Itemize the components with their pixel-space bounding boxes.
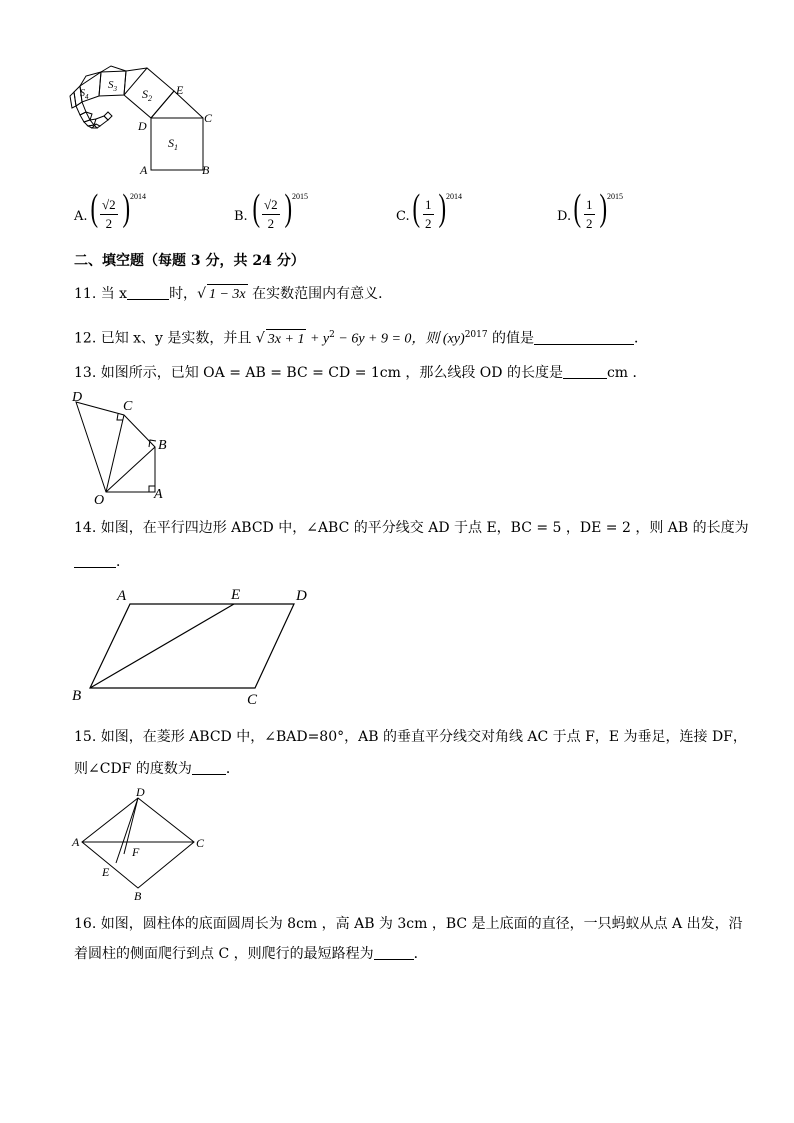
option-b[interactable]: B. ( $\frac{√2}{2}$ ) 2015: [234, 187, 308, 231]
q13-unit: cm ．: [606, 365, 647, 381]
q14-label-E: E: [231, 587, 241, 603]
question-14-line2: [74, 552, 130, 572]
q12-expr2: − 6y + 9 = 0，则 (xy): [334, 331, 465, 347]
q16-line2: 着圆柱的侧面爬行到点 C ，则爬行的最短路程为: [74, 946, 374, 962]
q13-label-O: O: [94, 493, 105, 508]
q15-answer-blank[interactable]: [192, 774, 226, 775]
question-14: [74, 518, 749, 538]
question-13: [74, 363, 647, 383]
option-b-den: 2: [267, 216, 275, 231]
option-b-exp: 2015: [292, 192, 308, 201]
option-c-label: C.: [396, 209, 410, 224]
q16-answer-blank[interactable]: [374, 959, 414, 960]
q12-prefix: 12. 已知 x、y 是实数，并且: [74, 330, 256, 347]
question-16-line2: [74, 944, 428, 964]
option-c-exp: 2014: [446, 192, 462, 201]
label-s1: $S_1$: [168, 136, 178, 152]
q15-line2: 则∠CDF 的度数为: [74, 761, 192, 777]
q14-parallelogram-figure: [66, 582, 326, 708]
q15-rhombus-figure: [68, 784, 218, 906]
q14-label-A: A: [117, 588, 127, 604]
q13-answer-blank[interactable]: [563, 378, 607, 379]
q13-label-B: B: [158, 438, 167, 453]
q12-exp1: 2: [329, 330, 335, 340]
label-s2: $S_2$: [142, 87, 152, 103]
option-c-num: 1: [423, 196, 434, 215]
option-d-exp: 2015: [607, 192, 623, 201]
q13-text: 13. 如图所示，已知 OA = AB = BC = CD = 1cm ，那么线段 OD 的长度是: [74, 365, 563, 381]
q13-label-D: D: [72, 390, 83, 405]
option-a-exp: 2014: [130, 192, 146, 201]
q12-expr: + y: [306, 331, 330, 347]
option-d-num: 1: [584, 196, 595, 215]
question-11: 11. 当 x 时，√ 1 − 3x 在实数范围内有意义．: [74, 284, 392, 305]
q13-figure: [70, 388, 180, 508]
option-d-label: D.: [557, 209, 572, 224]
question-15: [74, 727, 747, 747]
q15-label-C: C: [196, 836, 205, 850]
q15-label-B: B: [134, 889, 142, 903]
q11-radicand: 1 − 3x: [207, 284, 248, 305]
q11-answer-blank[interactable]: [127, 299, 169, 300]
q15-label-E: E: [102, 865, 110, 879]
option-b-num: √2: [262, 196, 280, 215]
q15-label-A: A: [72, 835, 80, 849]
label-B: B: [202, 163, 210, 177]
q15-end: ．: [225, 761, 240, 777]
label-A: A: [140, 163, 148, 177]
q14-label-D: D: [296, 588, 307, 604]
option-a-num: √2: [100, 196, 118, 215]
option-c[interactable]: C. ( $\frac{1}{2}$ ) 2014: [396, 187, 462, 231]
option-d[interactable]: D. ( $\frac{1}{2}$ ) 2015: [557, 187, 623, 231]
q14-answer-blank[interactable]: [74, 567, 116, 568]
label-s4: $S_4$: [80, 88, 89, 101]
q16-line1: 16. 如图，圆柱体的底面圆周长为 8cm ，高 AB 为 3cm ，BC 是上底面的直径，一只蚂蚁从点 A 出发，沿: [74, 916, 743, 932]
q11-mid: 时，: [169, 286, 198, 302]
section-2-heading: 二、填空题（每题 3 分，共 24 分）: [74, 253, 305, 269]
q16-end: ．: [413, 946, 428, 962]
option-c-den: 2: [425, 216, 432, 231]
q12-suffix: 的值是: [487, 330, 535, 347]
q12-radicand: 3x + 1: [266, 329, 307, 350]
q12-answer-blank[interactable]: [534, 344, 634, 345]
option-a-den: 2: [105, 216, 113, 231]
q15-label-D: D: [136, 785, 145, 799]
q12-exp2: 2017: [464, 330, 488, 340]
option-a-label: A.: [74, 209, 88, 224]
q14-end: ．: [116, 554, 130, 570]
option-a[interactable]: A. ( $\frac{√2}{2}$ ) 2014: [74, 187, 146, 231]
question-16: [74, 914, 743, 934]
option-b-label: B.: [234, 209, 248, 224]
q13-label-C: C: [123, 399, 133, 414]
q14-line1: 14. 如图，在平行四边形 ABCD 中，∠ABC 的平分线交 AD 于点 E，BC = 5 ，DE = 2 ，则 AB 的长度为: [74, 520, 749, 536]
q12-end: ．: [634, 330, 649, 347]
label-D: D: [138, 119, 147, 133]
q11-suffix: 在实数范围内有意义．: [247, 286, 393, 302]
q11-prefix: 11. 当 x: [74, 286, 128, 302]
label-C: C: [204, 111, 213, 125]
pythagoras-tree-figure: [66, 64, 226, 180]
question-12: 12. 已知 x、y 是实数，并且 √ $3x + 1 + y^2 - 6y + 9 = 0$，则 (xy)$^{2017}$ 的值是 ．: [74, 325, 648, 350]
label-E: E: [176, 83, 184, 97]
q14-label-B: B: [72, 688, 82, 704]
label-s3: $S_3$: [108, 79, 117, 93]
option-d-den: 2: [586, 216, 593, 231]
q15-label-F: F: [132, 845, 140, 859]
q15-line1: 15. 如图，在菱形 ABCD 中，∠BAD=80°，AB 的垂直平分线交对角线 AC 于点 F，E 为垂足，连接 DF，: [74, 729, 747, 745]
q14-label-C: C: [247, 692, 258, 708]
q13-label-A: A: [154, 487, 163, 502]
question-15-line2: [74, 759, 240, 779]
